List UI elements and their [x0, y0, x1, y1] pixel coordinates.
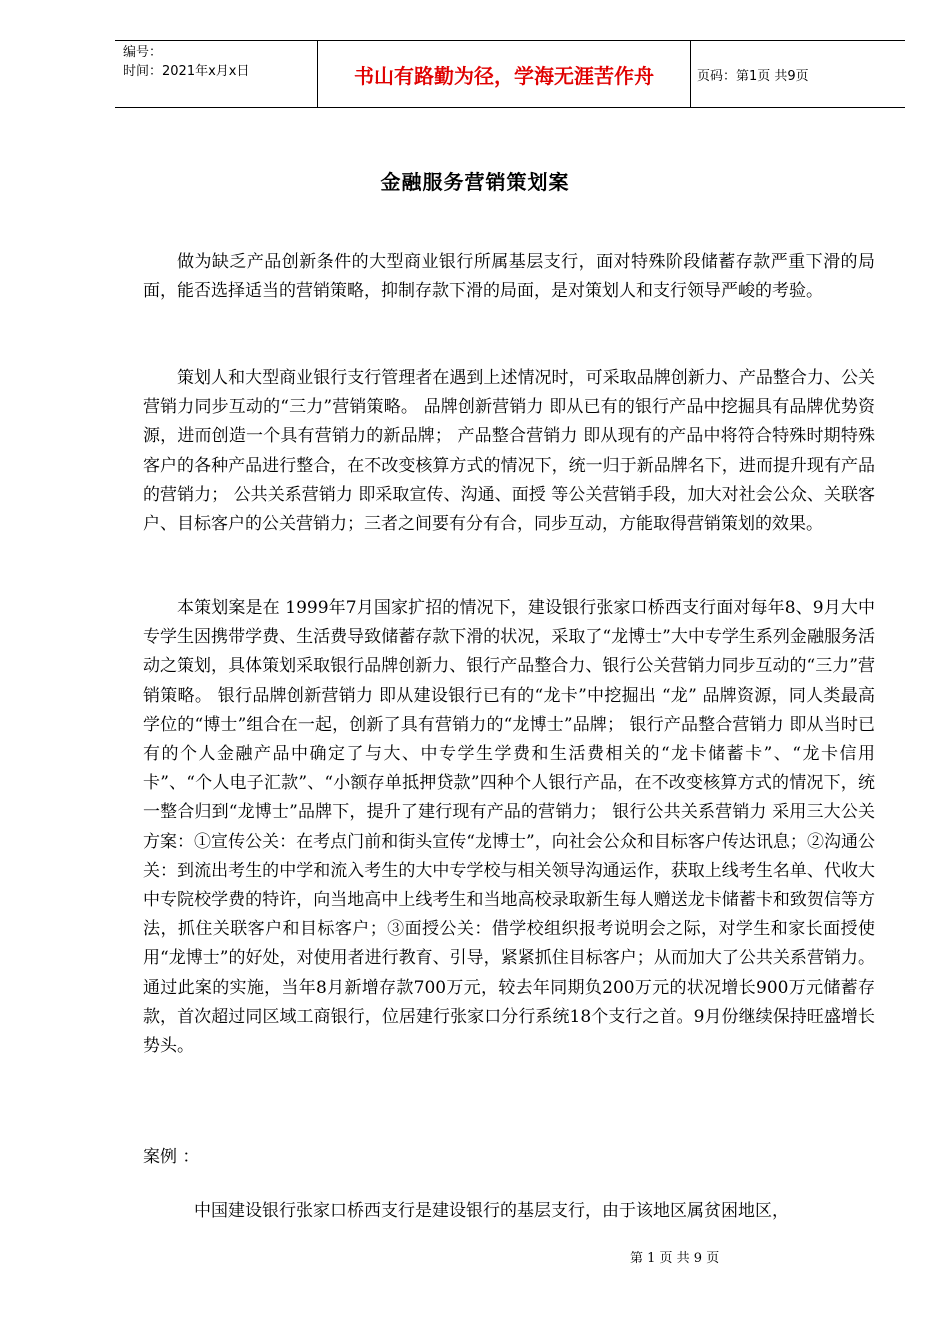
page-footer: 第 1 页 共 9 页 [630, 1251, 720, 1266]
document-title: 金融服务营销策划案 [380, 170, 570, 194]
case-label: 案例 ： [143, 1147, 200, 1167]
header-meta [123, 43, 318, 81]
paragraph-case-start: 中国建设银行张家口桥西支行是建设银行的基层支行，由于该地区属贫困地区， [194, 1201, 789, 1221]
header-motto: 书山有路勤为径，学海无涯苦作舟 [317, 41, 691, 107]
paragraph-intro: 做为缺乏产品创新条件的大型商业银行所属基层支行，面对特殊阶段储蓄存款严重下滑的局面，能否选择适当的营销策略，抑制存款下滑的局面，是对策划人和支行领导严峻的考验。 [143, 252, 875, 302]
page-header [115, 40, 905, 108]
paragraph-case-plan: 本策划案是在 1999年7月国家扩招的情况下，建设银行张家口桥西支行面对每年8、9月大中专学生因携带学费、生活费导致储蓄存款下滑的状况，采取了“龙博士”大中专学生系列金融服务活动之策划，具体策划采取银行品牌创新力、银行产品整合力、银行公关营销力同步互动的“三力”营销策略。 银行品牌创新营销力 即从建设银行已有的“龙卡”中挖掘出 “龙” 品牌资源，同人类最高学位的“博士”组合在一起，创新了具有营销力的“龙博士”品牌； 银行产品整合营销力 即从当时已有的个人金融产品中确定了与大、中专学生学费和生活费相关的“龙卡储蓄卡”、“龙卡信用卡”、“个人电子汇款”、“小额存单抵押贷款”四种个人银行产品，在不改变核算方式的情况下，统一整合归到“龙博士”品牌下，提升了建行现有产品的营销力； 银行公共关系营销力 采用三大公关方案：①宣传公关：在考点门前和街头宣传“龙博士”，向社会公众和目标客户传达讯息；②沟通公关：到流出考生的中学和流入考生的大中专学校与相关领导沟通运作，获取上线考生名单、代收大中专院校学费的特许，向当地高中上线考生和当地高校录取新生每人赠送龙卡储蓄卡和致贺信等方法，抓住关联客户和目标客户；③面授公关：借学校组织报考说明会之际，对学生和家长面授使用“龙博士”的好处，对使用者进行教育、引导，紧紧抓住目标客户；从而加大了公共关系营销力。通过此案的实施，当年8月新增存款700万元，较去年同期负200万元的状况增长900万元储蓄存款，首次超过同区域工商银行，位居建行张家口分行系统18个支行之首。9月份继续保持旺盛增长势头。 [143, 598, 875, 1057]
time-label: 时间：2021年x月x日 [123, 64, 250, 79]
paragraph-strategy: 策划人和大型商业银行支行管理者在遇到上述情况时，可采取品牌创新力、产品整合力、公关营销力同步互动的“三力”营销策略。 品牌创新营销力 即从已有的银行产品中挖掘具有品牌优势资源，进而创造一个具有营销力的新品牌； 产品整合营销力 即从现有的产品中将符合特殊时期特殊客户的各种产品进行整合，在不改变核算方式的情况下，统一归于新品牌名下，进而提升现有产品的营销力； 公共关系营销力 即采取宣传、沟通、面授 等公关营销手段，加大对社会公众、关联客户、目标客户的公关营销力；三者之间要有分有合，同步互动，方能取得营销策划的效果。 [143, 368, 875, 535]
serial-number-label: 编号： [123, 45, 163, 60]
header-page-info: 页码：第1页 共9页 [697, 68, 809, 84]
